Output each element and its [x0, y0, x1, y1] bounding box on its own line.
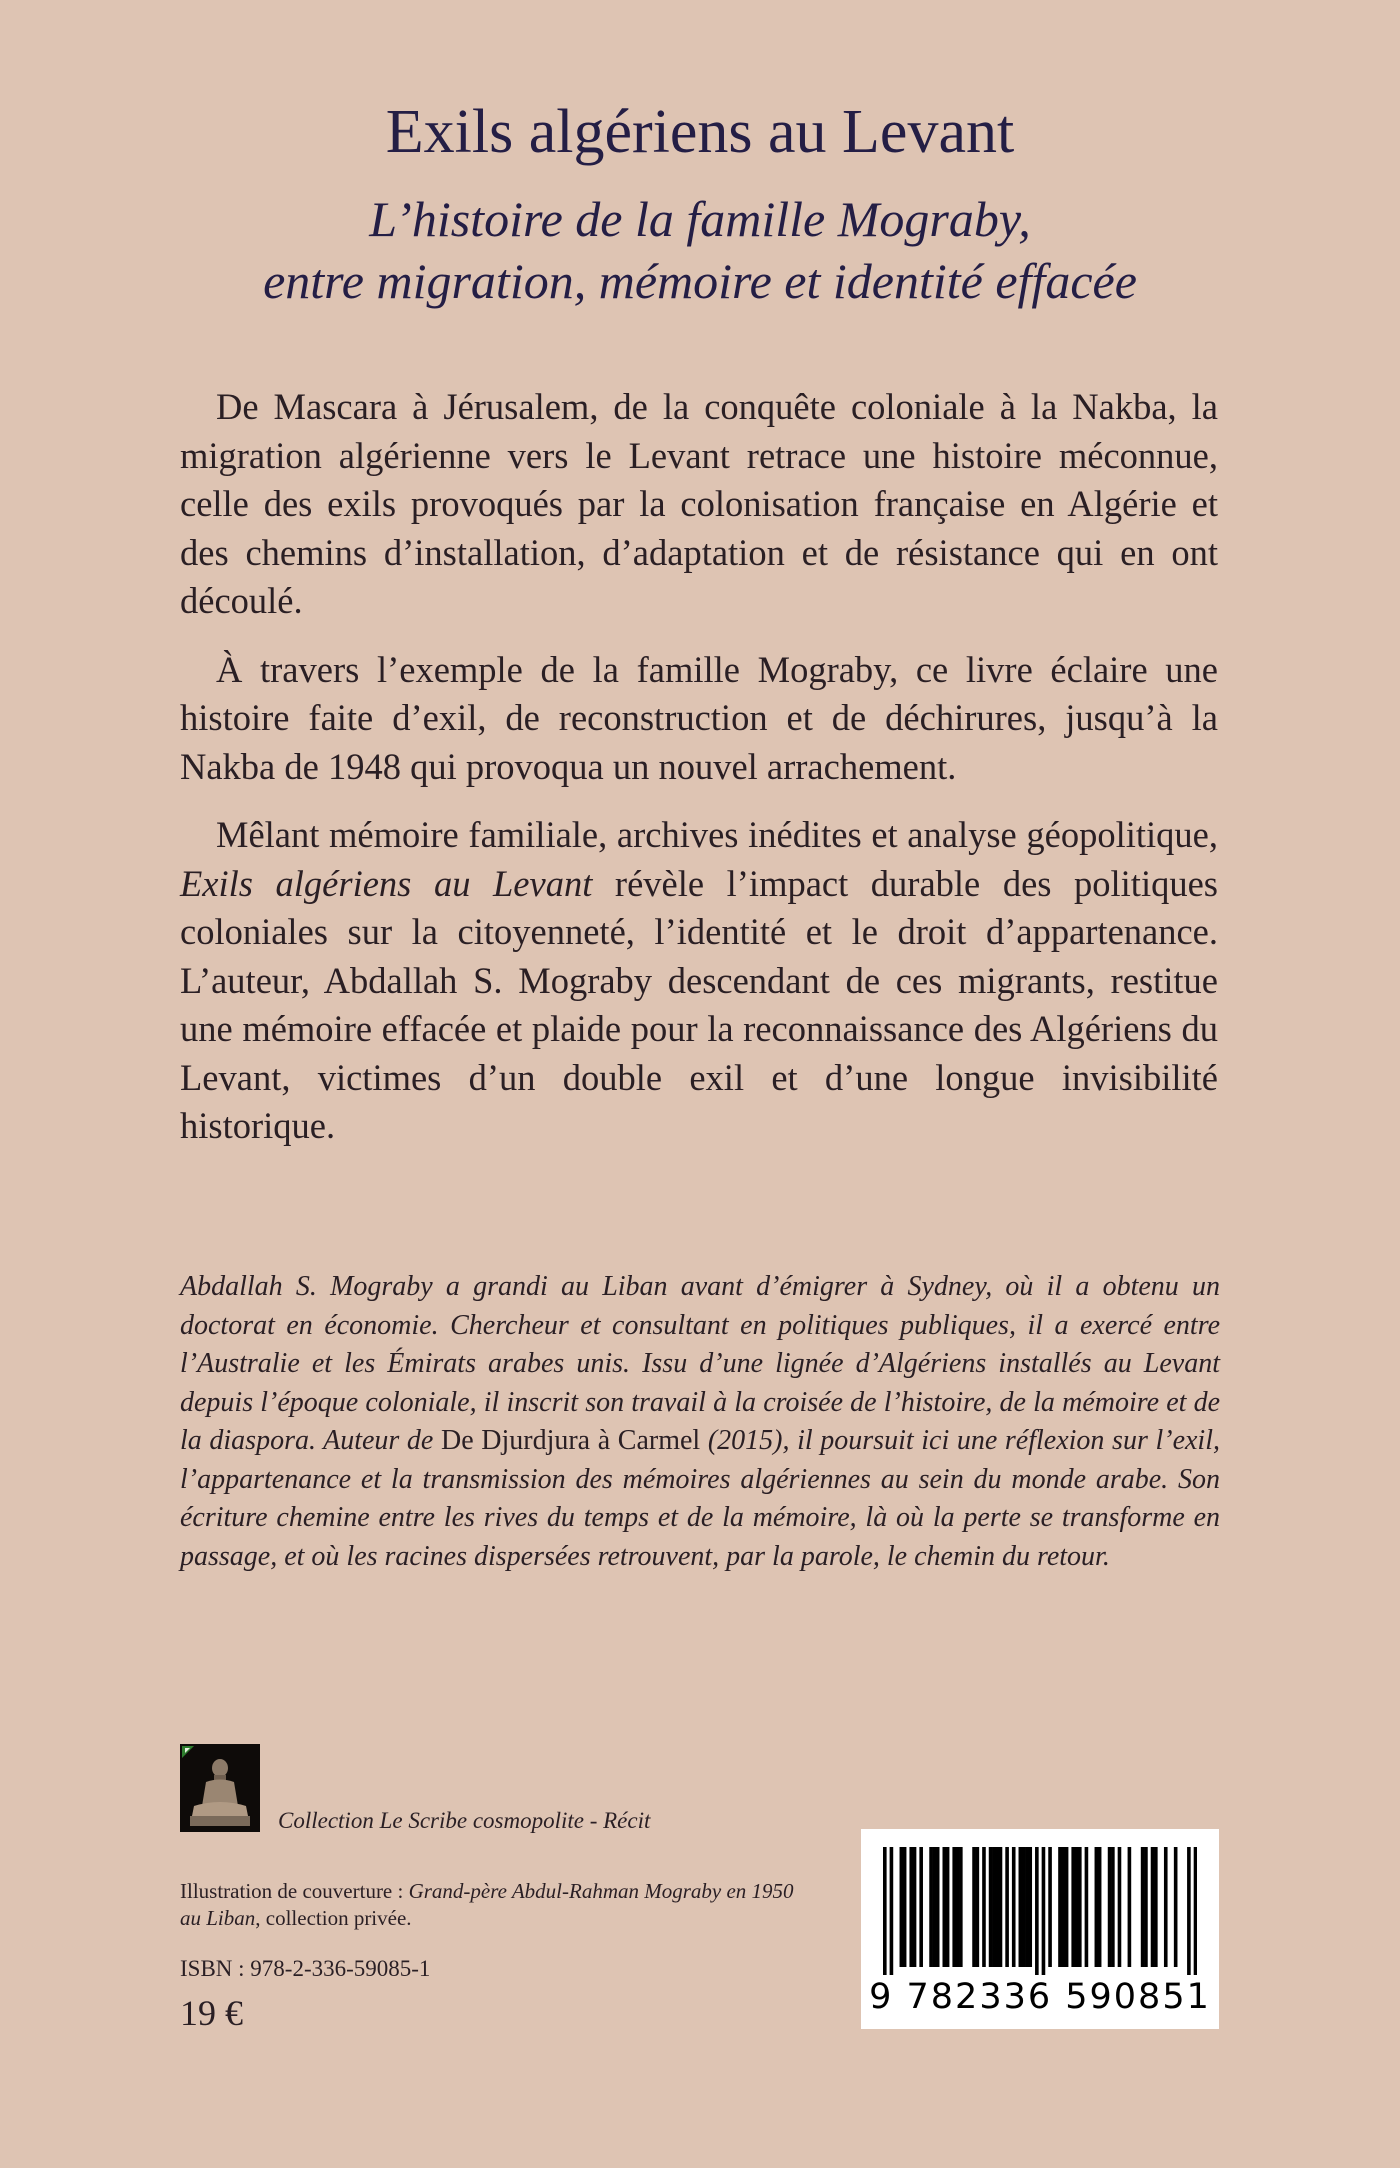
blurb-paragraph-1: De Mascara à Jérusalem, de la conquête coloniale à la Nakba, la migration algérienne vers le Levant retrace une histoire méconnue, celle des exils provoqués par la colonisation française en Algérie et des chemins d’installation, d’adaptation et de résistance qui en ont découlé.	[180, 386, 1218, 621]
illustration-suffix: , collection privée.	[255, 1906, 412, 1930]
barcode-bar	[1151, 1847, 1155, 1967]
bio-book-title: De Djurdjura à Carmel	[440, 1425, 701, 1456]
barcode-bar	[936, 1847, 940, 1967]
barcode-bar	[1144, 1847, 1148, 1967]
subtitle-line-2: entre migration, mémoire et identité effacée	[263, 253, 1137, 309]
barcode-bar	[1005, 1847, 1009, 1967]
blurb-p3-text-start: Mêlant mémoire familiale, archives inédites et analyse géopolitique,	[216, 814, 1218, 855]
barcode-bar	[1012, 1847, 1016, 1967]
barcode-bar	[1075, 1847, 1079, 1967]
barcode-bar	[1028, 1847, 1032, 1967]
barcode-bar	[1061, 1847, 1065, 1967]
barcode-bar	[1154, 1847, 1158, 1967]
barcode-bar	[999, 1847, 1003, 1967]
barcode-bar	[972, 1847, 976, 1967]
barcode-bars	[883, 1847, 1197, 1975]
bio-text-start: Abdallah S. Mograby a grandi au Liban avant d’émigrer à Sydney, où il a obtenu un doctorat en économie. Chercheur et consultant en politiques publiques, il a exercé entre l’Australie et les Émirats arabes unis. Issu d’une lignée d’Algériens installés au Levant depuis l’époque coloniale, il inscrit son travail à la croisée de l’histoire, de la mémoire et de la diaspora. Auteur de	[180, 1271, 1220, 1456]
barcode-bar	[1164, 1847, 1168, 1967]
subtitle-line-1: L’histoire de la famille Mograby,	[369, 191, 1031, 247]
barcode-bar	[995, 1847, 999, 1967]
barcode-bar	[1187, 1847, 1191, 1975]
barcode-bar	[1085, 1847, 1089, 1967]
barcode-bar	[919, 1847, 923, 1967]
barcode-bar	[900, 1847, 904, 1967]
barcode-bar	[1071, 1847, 1075, 1967]
barcode-bar	[989, 1847, 993, 1967]
barcode-bar	[952, 1847, 956, 1967]
blurb-p3-book-title: Exils algériens au Levant	[180, 862, 593, 904]
barcode-bar	[1048, 1847, 1052, 1967]
barcode-bar	[903, 1847, 907, 1967]
price: 19 €	[180, 1993, 243, 2033]
blurb-p3-text-end: révèle l’impact durable des politiques coloniales sur la citoyenneté, l’identité et le droit d’appartenance. L’auteur, Abdallah S. Mograby descendant de ces migrants, restitue une mémoire effacée et plaide pour la reconnaissance des Algériens du Levant, victimes d’un double exil et d’une longue invisibilité historique.	[180, 862, 1218, 1146]
barcode-bar	[1128, 1847, 1132, 1967]
barcode-bar	[929, 1847, 933, 1967]
barcode-bar	[959, 1847, 963, 1967]
barcode-bar	[1019, 1847, 1023, 1967]
barcode-bar	[982, 1847, 986, 1967]
barcode-bar	[956, 1847, 960, 1967]
barcode-bar	[1025, 1847, 1029, 1967]
barcode-bar	[1108, 1847, 1112, 1967]
blurb-paragraph-3	[180, 811, 1218, 1151]
illustration-title: Grand-père Abdul-Rahman Mograby en 1950 au Liban	[180, 1879, 794, 1930]
barcode-bar	[1095, 1847, 1099, 1967]
barcode-bar	[1111, 1847, 1115, 1967]
illustration-credit	[180, 1878, 800, 1932]
barcode-bar	[890, 1847, 894, 1975]
barcode-bar	[1098, 1847, 1102, 1967]
barcode-digits: 9 782336 590851	[869, 1977, 1211, 2017]
barcode-bar	[1035, 1847, 1039, 1975]
collection-label: Collection Le Scribe cosmopolite - Récit	[278, 1808, 651, 1833]
barcode-bar	[1042, 1847, 1046, 1975]
scribe-statue-icon	[180, 1744, 260, 1832]
author-bio	[180, 1268, 1220, 1576]
barcode	[861, 1829, 1219, 2029]
book-title: Exils algériens au Levant	[385, 98, 1015, 166]
barcode-bar	[933, 1847, 937, 1967]
barcode-bar	[1194, 1847, 1197, 1975]
barcode-bar	[909, 1847, 913, 1967]
barcode-bar	[1065, 1847, 1069, 1967]
book-subtitle	[0, 188, 1400, 312]
barcode-bar	[883, 1847, 887, 1975]
barcode-bar	[1174, 1847, 1178, 1967]
bio-text-end: (2015), il poursuit ici une réflexion sur l’exil, l’appartenance et la transmission des mémoires algériennes au sein du monde arabe. Son écriture chemine entre les rives du temps et de la mémoire, là où la perte se transforme en passage, et où les racines dispersées retrouvent, par la parole, le chemin du retour.	[180, 1425, 1220, 1572]
barcode-bar	[913, 1847, 917, 1967]
barcode-bar	[1118, 1847, 1122, 1967]
isbn: ISBN : 978-2-336-59085-1	[180, 1956, 431, 1981]
barcode-bar	[1141, 1847, 1145, 1967]
barcode-bar	[946, 1847, 950, 1967]
blurb-paragraph-2: À travers l’exemple de la famille Mograby, ce livre éclaire une histoire faite d’exil, de reconstruction et de déchirures, jusqu’à la Nakba de 1948 qui provoqua un nouvel arrachement.	[180, 648, 1218, 787]
barcode-bar	[1078, 1847, 1082, 1967]
barcode-bar	[1022, 1847, 1026, 1967]
barcode-bar	[1058, 1847, 1062, 1967]
barcode-bar	[942, 1847, 946, 1967]
illustration-label: Illustration de couverture :	[180, 1879, 409, 1903]
barcode-bar	[992, 1847, 996, 1967]
barcode-bar	[976, 1847, 980, 1967]
blurb	[180, 383, 1218, 1171]
